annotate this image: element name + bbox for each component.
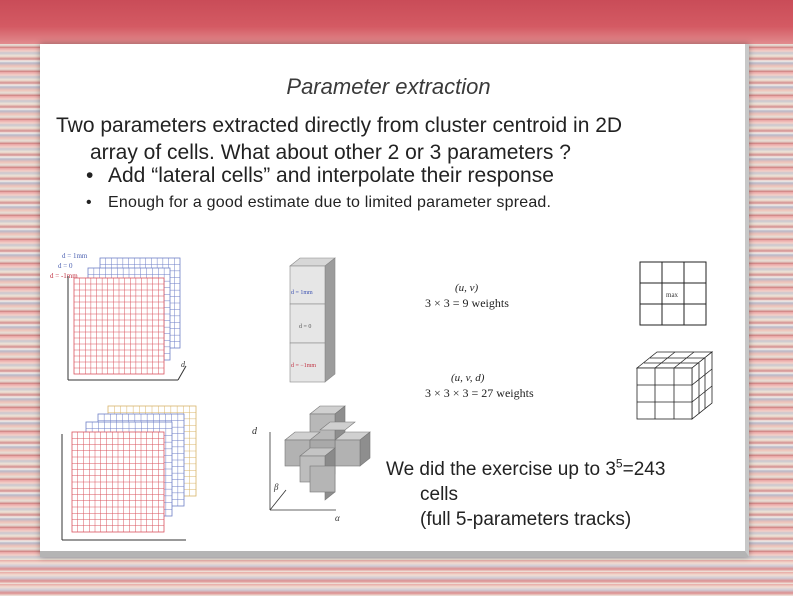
closing-text — [386, 452, 665, 532]
stacked-grids-top — [50, 252, 186, 380]
closing-line-3: (full 5-parameters tracks) — [420, 509, 632, 531]
cube-cross — [252, 406, 370, 523]
eq1-vars: (u, v) — [455, 282, 479, 294]
closing-line-1-suffix: =243 — [622, 459, 666, 481]
eq2-text: 3 × 3 × 3 = 27 weights — [425, 386, 534, 400]
bullet-item-1 — [86, 164, 554, 188]
bullet-text: Add “lateral cells” and interpolate their response — [108, 164, 554, 187]
background-bottom-band — [0, 560, 793, 596]
figure-left — [48, 246, 382, 546]
grid-layer-red-front — [74, 278, 164, 374]
cube-label-mid: d = 0 — [299, 324, 312, 330]
intro-line-2: array of cells. What about other 2 or 3 parameters ? — [90, 141, 571, 164]
slide — [40, 44, 749, 557]
grid-label-top: d = 1mm — [62, 252, 88, 260]
axis-label-alpha: α — [335, 513, 340, 523]
closing-line-2: cells — [420, 484, 459, 506]
cube-column — [290, 258, 335, 382]
grid-3x3 — [640, 262, 706, 325]
figure-right — [385, 257, 720, 422]
eq2-vars: (u, v, d) — [451, 372, 485, 384]
background-top-band — [0, 0, 793, 44]
axis-d-label: d — [181, 360, 185, 369]
cube-label-bottom: d = −1mm — [291, 363, 317, 369]
axis-label-beta: β — [274, 482, 279, 492]
intro-line-1: Two parameters extracted directly from cluster centroid in 2D — [56, 114, 623, 137]
bullet-marker: • — [86, 194, 92, 211]
closing-line-1-prefix: We did the exercise up to 3 — [386, 459, 616, 481]
stacked-grids-bottom — [62, 406, 196, 540]
bullet-marker: • — [86, 164, 94, 187]
bullet-text: Enough for a good estimate due to limited parameter spread. — [108, 194, 552, 211]
grid-3x3x3 — [637, 352, 712, 419]
grid-layer-red-front-2 — [72, 432, 164, 532]
axis-label-d: d — [252, 426, 257, 437]
grid-label-mid: d = 0 — [58, 262, 73, 270]
grid-label-bottom: d = -1mm — [50, 272, 78, 280]
slide-title: Parameter extraction — [286, 74, 491, 99]
eq1-text: 3 × 3 = 9 weights — [425, 296, 509, 310]
closing-line-1 — [386, 459, 665, 480]
cube-label-top: d = 1mm — [291, 290, 313, 296]
max-label: max — [666, 291, 679, 299]
figure-right-svg — [385, 257, 720, 422]
figure-left-svg — [48, 246, 382, 546]
bullet-item-2 — [86, 194, 551, 212]
intro-paragraph — [56, 112, 736, 166]
closing-line-1-sup: 5 — [615, 457, 623, 471]
